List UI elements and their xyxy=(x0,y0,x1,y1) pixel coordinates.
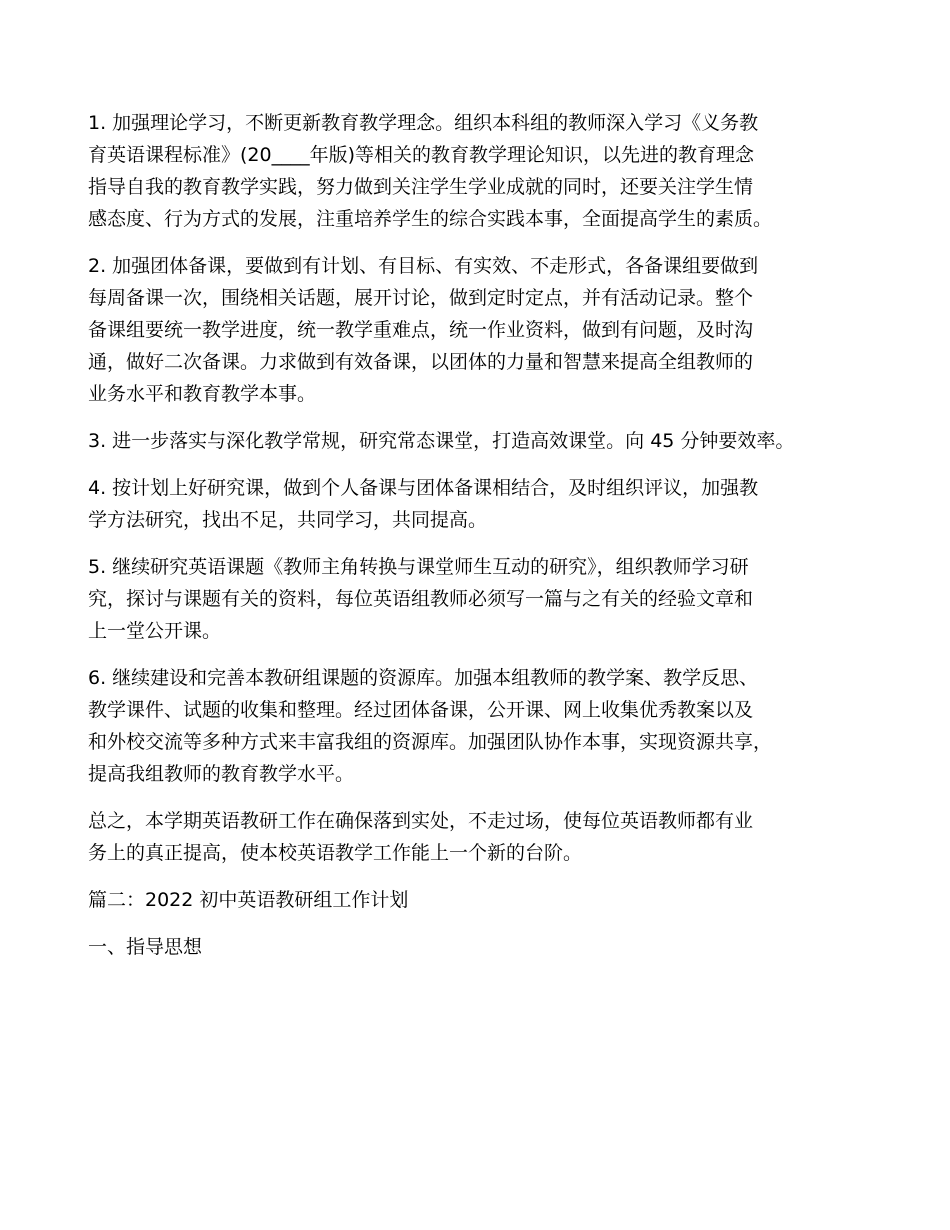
text-line: 篇二：2022 初中英语教研组工作计划 xyxy=(88,889,409,911)
paragraph-2 xyxy=(88,250,888,410)
text-line: 每周备课一次，围绕相关话题，展开讨论，做到定时定点，并有活动记录。整个 xyxy=(88,287,754,309)
paragraph-4 xyxy=(88,472,888,536)
text-line: 4. 按计划上好研究课，做到个人备课与团体备课相结合，及时组织评议，加强教 xyxy=(88,477,759,499)
text-line: 2. 加强团体备课，要做到有计划、有目标、有实效、不走形式，各备课组要做到 xyxy=(88,255,759,277)
text-line: 教学课件、试题的收集和整理。经过团体备课，公开课、网上收集优秀教案以及 xyxy=(88,699,754,721)
paragraph-1 xyxy=(88,107,888,235)
document-page xyxy=(88,107,888,978)
text-line: 务上的真正提高，使本校英语教学工作能上一个新的台阶。 xyxy=(88,842,583,864)
text-line: 1. 加强理论学习，不断更新教育教学理念。组织本科组的教师深入学习《义务教 xyxy=(88,112,759,134)
text-line: 一、指导思想 xyxy=(88,936,203,958)
paragraph-6 xyxy=(88,662,888,790)
text-line: 学方法研究，找出不足，共同学习，共同提高。 xyxy=(88,509,488,531)
text-line: 备课组要统一教学进度，统一教学重难点，统一作业资料，做到有问题，及时沟 xyxy=(88,319,754,341)
text-line: 6. 继续建设和完善本教研组课题的资源库。加强本组教师的教学案、教学反思、 xyxy=(88,667,759,689)
paragraph-3 xyxy=(88,425,888,457)
paragraph-5 xyxy=(88,551,888,647)
section-heading-part-two xyxy=(88,884,888,916)
text-line: 指导自我的教育教学实践，努力做到关注学生学业成就的同时，还要关注学生情 xyxy=(88,176,754,198)
paragraph-summary xyxy=(88,805,888,869)
text-line: 上一堂公开课。 xyxy=(88,620,222,642)
text-line: 究，探讨与课题有关的资料，每位英语组教师必须写一篇与之有关的经验文章和 xyxy=(88,588,754,610)
text-line: 和外校交流等多种方式来丰富我组的资源库。加强团队协作本事，实现资源共享， xyxy=(88,731,773,753)
section-heading-guiding-ideology xyxy=(88,931,888,963)
text-line: 3. 进一步落实与深化教学常规，研究常态课堂，打造高效课堂。向 45 分钟要效率。 xyxy=(88,430,795,452)
text-line: 感态度、行为方式的发展，注重培养学生的综合实践本事，全面提高学生的素质。 xyxy=(88,208,773,230)
text-line: 业务水平和教育教学本事。 xyxy=(88,383,317,405)
text-line: 育英语课程标准》(20____年版)等相关的教育教学理论知识，以先进的教育理念 xyxy=(88,144,755,166)
text-line: 提高我组教师的教育教学水平。 xyxy=(88,763,355,785)
text-line: 通，做好二次备课。力求做到有效备课，以团体的力量和智慧来提高全组教师的 xyxy=(88,351,754,373)
text-line: 总之，本学期英语教研工作在确保落到实处，不走过场，使每位英语教师都有业 xyxy=(88,810,754,832)
text-line: 5. 继续研究英语课题《教师主角转换与课堂师生互动的研究》，组织教师学习研 xyxy=(88,556,749,578)
